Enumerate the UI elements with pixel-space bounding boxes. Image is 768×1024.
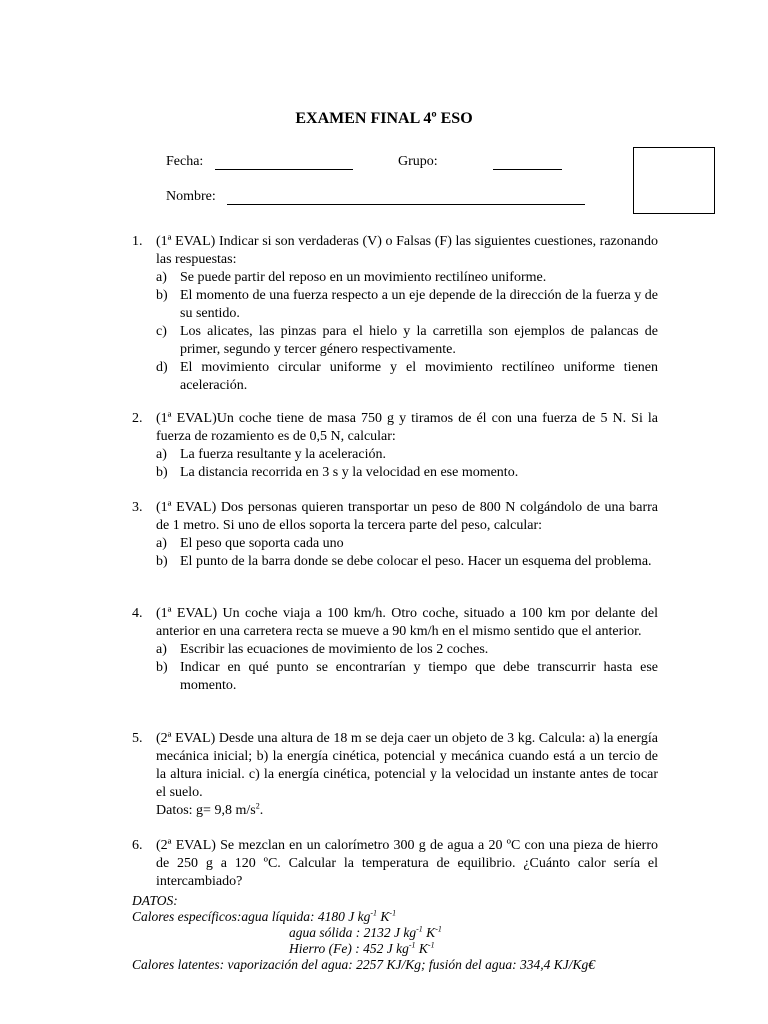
option-a: a) El peso que soporta cada uno bbox=[156, 536, 344, 551]
grupo-blank[interactable] bbox=[493, 169, 562, 170]
fecha-label: Fecha: bbox=[166, 154, 204, 169]
question-number: 1. bbox=[132, 234, 143, 249]
question-2 bbox=[132, 410, 658, 482]
question-number: 3. bbox=[132, 500, 143, 515]
question-number: 4. bbox=[132, 606, 143, 621]
question-datos: Datos: g= 9,8 $m/s^2$. bbox=[156, 801, 264, 818]
question-text: (2ª EVAL) Desde una altura de 18 m se deja caer un objeto de 3 kg. Calcula: a) la energía mecánica inicial; b) la energía cinética, potencial y mecánica cuando está a un tercio de la altura inicial. c) la energía cinética, potencial y la velocidad un instante antes de tocar el suelo. bbox=[156, 731, 658, 800]
question-4 bbox=[132, 605, 658, 695]
question-1 bbox=[132, 233, 658, 395]
question-number: 6. bbox=[132, 838, 143, 853]
question-text: (1ª EVAL) Indicar si son verdaderas (V) o Falsas (F) las siguientes cuestiones, razonando las respuestas: bbox=[156, 234, 658, 267]
question-number: 5. bbox=[132, 731, 143, 746]
calores-latentes: Calores latentes: vaporización del agua: 2257 KJ/Kg; fusión del agua: 334,4 KJ/Kg€ bbox=[132, 957, 595, 972]
option-b: b) La distancia recorrida en 3 s y la velocidad en ese momento. bbox=[156, 465, 519, 480]
option-c: c) Los alicates, las pinzas para el hielo y la carretilla son ejemplos de palancas de primer, segundo y tercer género respectivamente. bbox=[156, 324, 658, 357]
nombre-blank[interactable] bbox=[227, 204, 585, 205]
option-b: b) Indicar en qué punto se encontrarían y tiempo que debe transcurrir hasta ese momento. bbox=[156, 660, 658, 693]
question-text: (2ª EVAL) Se mezclan en un calorímetro 300 g de agua a 20 ºC con una pieza de hierro de 250 g a 120 ºC. Calcular la temperatura de equilibrio. ¿Cuánto calor sería el intercambiado? bbox=[156, 838, 658, 889]
question-text: (1ª EVAL)Un coche tiene de masa 750 g y tiramos de él con una fuerza de 5 N. Si la fuerza de rozamiento es de 0,5 N, calcular: bbox=[156, 411, 658, 444]
question-text: (1ª EVAL) Un coche viaja a 100 km/h. Otro coche, situado a 100 km por delante del anterior en una carretera recta se mueve a 90 km/h en el mismo sentido que el anterior. bbox=[156, 606, 658, 639]
question-number: 2. bbox=[132, 411, 143, 426]
option-a: a) Escribir las ecuaciones de movimiento de los 2 coches. bbox=[156, 642, 489, 657]
question-3 bbox=[132, 499, 658, 571]
option-b: b) El punto de la barra donde se debe colocar el peso. Hacer un esquema del problema. bbox=[156, 554, 652, 569]
option-a: a) Se puede partir del reposo en un movimiento rectilíneo uniforme. bbox=[156, 270, 547, 285]
option-a: a) La fuerza resultante y la aceleración. bbox=[156, 447, 386, 462]
question-6 bbox=[132, 837, 658, 891]
calores-especificos: Calores específicos:agua líquida: 4180 J $kg^{-1}$ $K^{-1}$ bbox=[132, 908, 397, 924]
grupo-label: Grupo: bbox=[398, 154, 438, 169]
nombre-label: Nombre: bbox=[166, 189, 216, 204]
option-b: b) El momento de una fuerza respecto a un eje depende de la dirección de la fuerza y de su sentido. bbox=[156, 288, 658, 321]
question-5 bbox=[132, 730, 658, 820]
exam-title: EXAMEN FINAL 4º ESO bbox=[295, 110, 473, 127]
datos-block bbox=[132, 893, 742, 973]
hierro: Hierro (Fe) : 452 J $kg^{-1}$ $K^{-1}$ bbox=[289, 940, 435, 956]
option-d: d) El movimiento circular uniforme y el movimiento rectilíneo uniforme tienen aceleración. bbox=[156, 360, 658, 393]
agua-solida: agua sólida : 2132 J $kg^{-1}$ $K^{-1}$ bbox=[289, 924, 442, 940]
question-text: (1ª EVAL) Dos personas quieren transportar un peso de 800 N colgándolo de una barra de 1 metro. Si uno de ellos soporta la tercera parte del peso, calcular: bbox=[156, 500, 658, 533]
photo-box bbox=[633, 147, 715, 214]
fecha-blank[interactable] bbox=[215, 169, 353, 170]
datos-label: DATOS: bbox=[132, 893, 178, 908]
